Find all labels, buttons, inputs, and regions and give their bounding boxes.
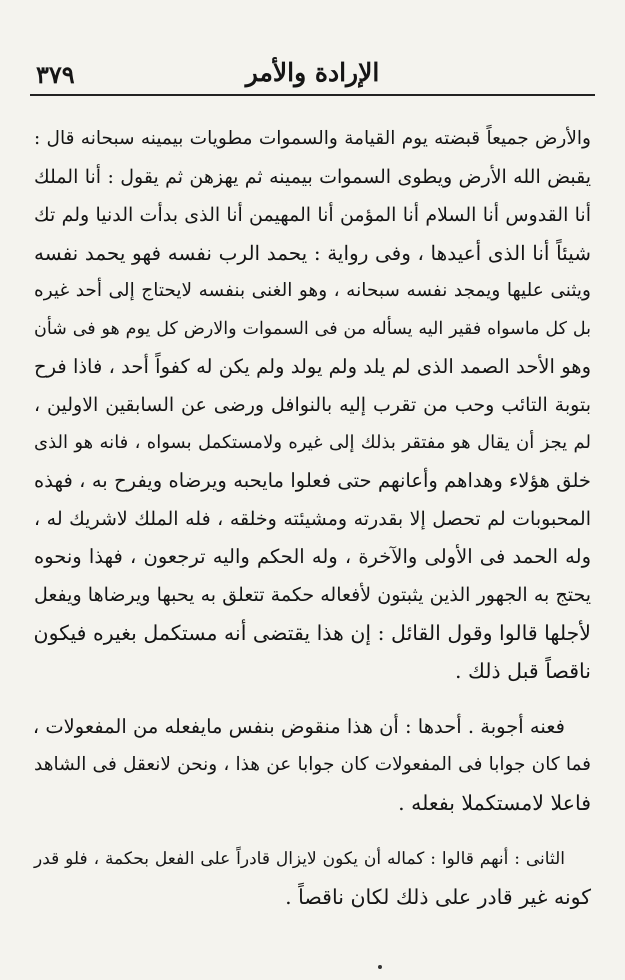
text-line: لم يجز أن يقال هو مفتقر بذلك إلى غيره ولامستكمل بسواه ، فانه هو الذى bbox=[34, 432, 591, 453]
ink-dot bbox=[378, 965, 382, 969]
text-line: وهو الأحد الصمد الذى لم يلد ولم يولد ولم يكن له كفواً أحد ، فاذا فرح bbox=[34, 355, 591, 378]
text-line: الثانى : أنهم قالوا : كماله أن يكون لايزال قادراً على الفعل بحكمة ، فلو قدر bbox=[34, 849, 565, 869]
text-line: كونه غير قادر على ذلك لكان ناقصاً . bbox=[285, 885, 591, 909]
text-line: يحتج به الجهور الذين يثبتون لأفعاله حكمة تتعلق به يحبها ويرضاها ويفعل bbox=[34, 584, 591, 606]
text-line: المحبوبات لم تحصل إلا بقدرته ومشيئته وخلقه ، فله الملك لاشريك له ، bbox=[34, 508, 591, 530]
text-line: بل كل ماسواه فقير اليه يسأله من فى السموات والارض كل يوم هو فى شأن bbox=[34, 319, 591, 339]
text-line: فعنه أجوبة . أحدها : أن هذا منقوض بنفس مايفعله من المفعولات ، bbox=[32, 715, 565, 738]
page-header bbox=[30, 52, 595, 96]
text-line: فاعلا لامستكملا بفعله . bbox=[398, 791, 591, 815]
text-line: وله الحمد فى الأولى والآخرة ، وله الحكم واليه ترجعون ، فهذا ونحوه bbox=[34, 545, 591, 568]
running-title: الإرادة والأمر bbox=[245, 58, 380, 87]
text-line: شيئاً أنا الذى أعيدها ، وفى رواية : يحمد الرب نفسه فهو يحمد نفسه bbox=[34, 241, 591, 265]
paragraph-2 bbox=[34, 708, 591, 822]
text-line: فما كان جوابا فى المفعولات كان جوابا عن هذا ، ونحن لانعقل فى الشاهد bbox=[34, 754, 591, 775]
text-line: خلق هؤلاء وهداهم وأعانهم حتى فعلوا مايحبه ويرضاه ويفرح به ، فهذه bbox=[34, 469, 591, 492]
text-line: لأجلها قالوا وقول القائل : إن هذا يقتضى أنه مستكمل بغيره فيكون bbox=[33, 621, 591, 645]
text-line: ويثنى عليها ويمجد نفسه سبحانه ، وهو الغنى بنفسه لايحتاج إلى أحد غيره bbox=[34, 280, 591, 301]
text-line: يقبض الله الأرض ويطوى السموات بيمينه ثم يهزهن ثم يقول : أنا الملك bbox=[34, 166, 591, 188]
text-line: والأرض جميعاً قبضته يوم القيامة والسموات مطويات بيمينه سبحانه قال : bbox=[34, 128, 591, 149]
paragraph-1 bbox=[34, 120, 591, 690]
text-line: بتوبة التائب وحب من تقرب إليه بالنوافل ورضى عن السابقين الاولين ، bbox=[34, 394, 591, 416]
paragraph-3 bbox=[34, 840, 591, 916]
page-number: ٣٧٩ bbox=[36, 60, 75, 89]
text-line: أنا القدوس أنا السلام أنا المؤمن أنا المهيمن أنا الذى بدأت الدنيا ولم تك bbox=[34, 204, 591, 226]
text-line: ناقصاً قبل ذلك . bbox=[454, 659, 591, 683]
